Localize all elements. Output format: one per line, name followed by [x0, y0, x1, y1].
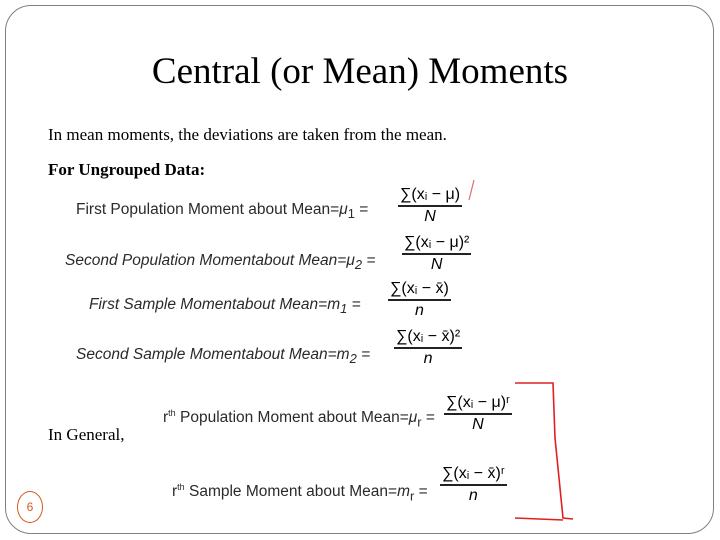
formula-first-sample-moment: First Sample Momentabout $Mean=m_1$ =: [89, 296, 361, 317]
slide-title: Central (or Mean) Moments: [151, 51, 569, 92]
annotation-bracket: [505, 378, 577, 526]
formula-fraction: ∑(xᵢ − x̄)² n: [396, 328, 461, 367]
general-label: In General,: [48, 425, 125, 444]
page-number-badge: 6: [17, 491, 43, 523]
formula-second-sample-moment: Second Sample Momentabout $Mean=m_2$ =: [76, 346, 371, 367]
formula-first-population-moment: First Population Moment about $Mean=\mu_1$ =: [76, 201, 369, 222]
formula-rth-sample-moment: $r^{th}$ Sample Moment about $Mean=m_r$ =: [172, 482, 428, 504]
formula-fraction: ∑(xᵢ − x̄)ʳ n: [442, 465, 505, 504]
annotation-tick: [466, 178, 478, 204]
intro-text: In mean moments, the deviations are taken from the mean.: [48, 125, 447, 144]
formula-fraction: ∑(xᵢ − μ)ʳ N: [446, 394, 510, 433]
formula-fraction: ∑(xᵢ − μ) N: [400, 186, 461, 225]
formula-fraction: ∑(xᵢ − x̄) n: [390, 280, 449, 319]
ungrouped-heading: For Ungrouped Data:: [48, 160, 206, 179]
formula-second-population-moment: Second Population Momentabout $Mean=\mu_2$ =: [65, 252, 376, 273]
formula-rth-population-moment: $r^{th}$ Population Moment about $Mean=\mu_r$ =: [163, 408, 435, 430]
formula-fraction: ∑(xᵢ − μ)² N: [404, 234, 470, 273]
